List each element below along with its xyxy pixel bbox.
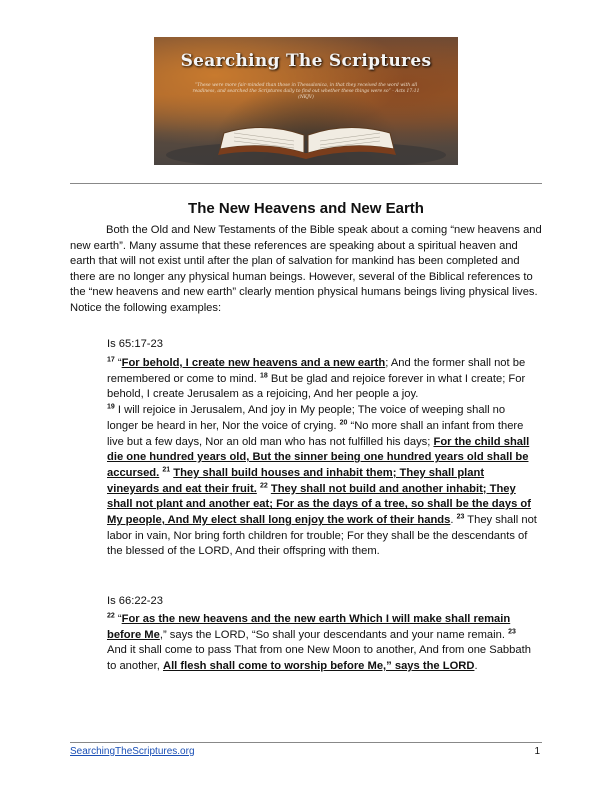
banner-title: Searching The Scriptures (180, 51, 432, 71)
verse-text: . (450, 514, 457, 527)
header-banner-image (154, 37, 458, 165)
header-divider (70, 183, 542, 184)
verse-text: “ (114, 357, 122, 369)
footer-website-link[interactable]: SearchingTheScriptures.org (70, 746, 195, 757)
verse-number: 23 (508, 627, 516, 635)
verse-text: “ (114, 613, 122, 625)
verse-text: ; And the former shall not be remembered or come to mind. (107, 357, 526, 385)
verse-number: 22 (107, 612, 115, 620)
verse-number: 20 (339, 419, 348, 427)
page-number: 1 (534, 746, 540, 757)
emphasized-text: They shall build houses and inhabit them; They shall plant vineyards and eat their fruit. (107, 466, 485, 495)
footer-divider (70, 742, 542, 743)
verse-text: I will rejoice in Jerusalem, And joy in My people; The voice of weeping shall no longer be heard in her, Nor the voice of crying. (107, 404, 506, 432)
intro-paragraph: Both the Old and New Testaments of the Bible speak about a coming “new heavens and new earth”. Many assume that these references are speaking about a spiritual heaven and earth that will not exist until after the plan of salvation for mankind has been completed and there are no longer any physical human beings. However, several of the Biblical references to the “new heavens and new earth” clearly mention physical humans beings living physical lives. Notice the following examples: (70, 224, 542, 314)
emphasized-text: All flesh shall come to worship before Me,” says the LORD (162, 660, 475, 673)
verse-number: 18 (259, 371, 268, 379)
verse-number: 17 (107, 356, 115, 364)
banner-quote: “These were more fair-minded than those in Thessalonica, in that they received the word with all readiness, and searched the Scriptures daily to find out whether these things were so” - Acts 17:11 (NKJV) (192, 83, 420, 100)
verse-number: 19 (107, 403, 115, 411)
verse-text: . (474, 660, 478, 673)
scripture-passage (107, 356, 537, 560)
verse-number: 23 (456, 513, 465, 521)
verse-text: ,” says the LORD, “So shall your descendants and your name remain. (159, 628, 509, 641)
passage-reference: Is 66:22-23 (107, 595, 163, 607)
emphasized-text: For behold, I create new heavens and a new earth (121, 357, 386, 369)
page-title: The New Heavens and New Earth (188, 200, 424, 217)
verse-number: 22 (259, 481, 268, 489)
verse-text: And it shall come to pass That from one New Moon to another, And from one Sabbath to another, (107, 644, 531, 673)
verse-text: They shall not labor in vain, Nor bring forth children for trouble; For they shall be the descendants of the blessed of the LORD, And their offspring with them. (107, 514, 537, 558)
emphasized-text: For as the new heavens and the new earth Which I will make shall remain before Me (107, 613, 511, 641)
scripture-passage (107, 612, 537, 675)
emphasized-text: They shall not build and another inhabit; They shall not plant and another eat; For as the days of a tree, so shall be the days of My people, And My elect shall long enjoy the work of their hands (107, 482, 531, 527)
passage-reference: Is 65:17-23 (107, 338, 163, 350)
verse-number: 21 (162, 466, 171, 474)
verse-text: But be glad and rejoice forever in what I create; For behold, I create Jerusalem as a rejoicing, And her people a joy. (107, 372, 526, 401)
emphasized-text: For the child shall die one hundred years old, But the sinner being one hundred years old shall be accursed. (107, 435, 530, 479)
verse-text: “No more shall an infant from there live but a few days, Nor an old man who has not fulfilled his days; (107, 419, 524, 448)
